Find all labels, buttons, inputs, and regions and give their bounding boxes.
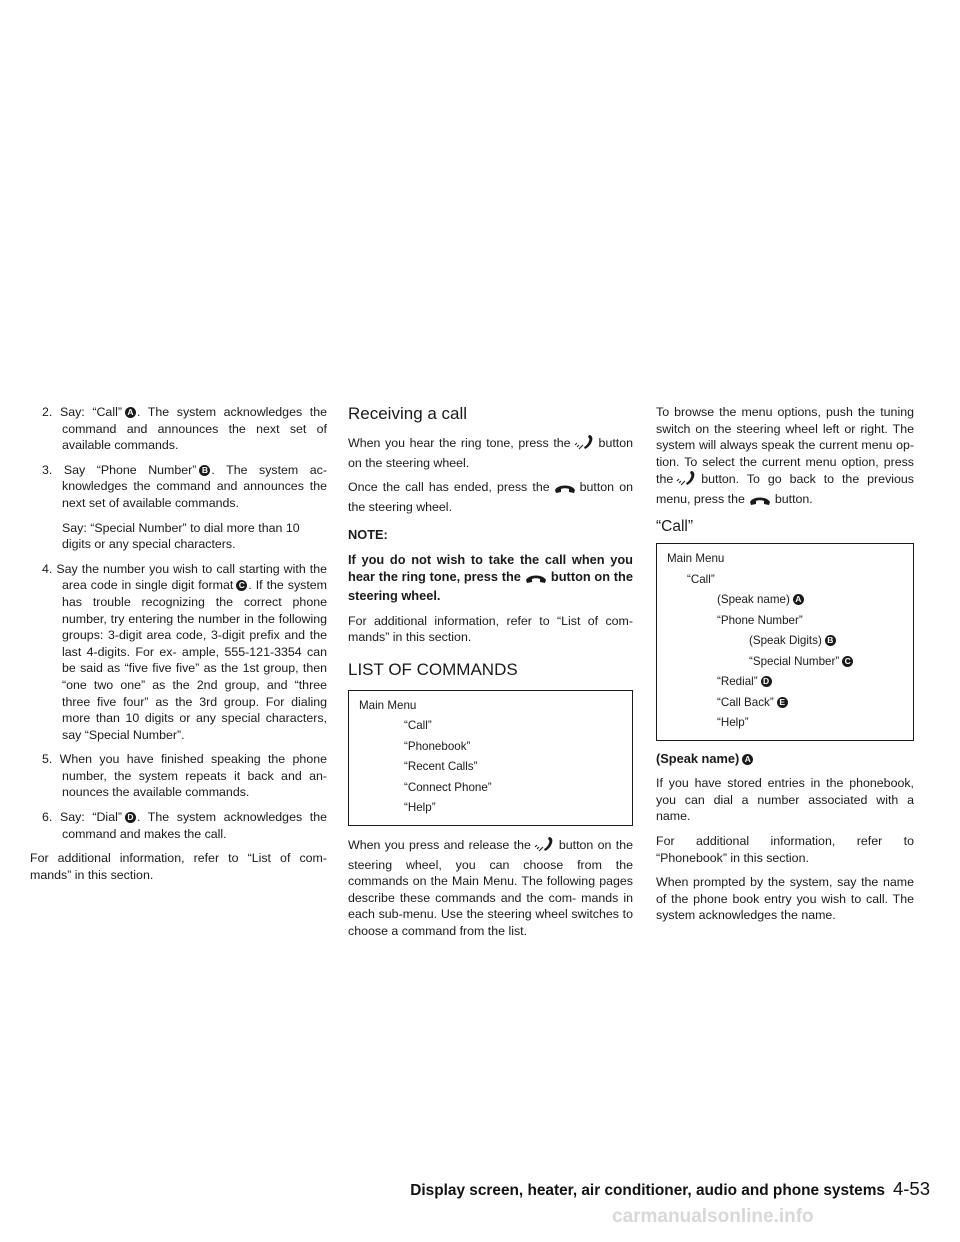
marker-a: A	[742, 754, 753, 765]
watermark: carmanualsonline.info	[612, 1206, 814, 1227]
receiving-p1: When you hear the ring tone, press the button on the steering wheel.	[348, 436, 633, 470]
menu-item-main: Main Menu	[359, 698, 417, 712]
step-4: 4. Say the number you wish to call starting with the area code in single digit format C . If the system has trouble recognizing the correct phone number, try entering the number in the following groups: 3-digit area code, 3-digit prefix and the last 4-digits. For ex- ample, 555-121-3354 can be said as “five five five” as the 1st group, then “one two one” as the 2nd group, and “three three five four” as the 3rd group. For dialing more than 10 digits or any special characters, say “Special Number”.	[42, 561, 327, 742]
menu-item-help: “Help”	[717, 716, 749, 730]
menu-item-help: “Help”	[404, 801, 436, 815]
marker-d: D	[761, 676, 772, 687]
step-6: 6. Say: “Dial” D . The system acknowledges the command and makes the call.	[42, 810, 327, 841]
list-of-commands-heading: LIST OF COMMANDS	[348, 659, 518, 679]
note-label: NOTE:	[348, 527, 388, 543]
page-footer	[410, 1178, 930, 1200]
column-2	[348, 404, 633, 948]
column-1	[30, 404, 327, 891]
section-title: Display screen, heater, air conditioner, audio and phone systems	[410, 1182, 885, 1199]
menu-item-speak-digits: (Speak Digits) B	[667, 631, 905, 652]
marker-b: B	[199, 465, 210, 476]
speak-name-p2: For additional information, refer to “Phonebook” in this section.	[656, 834, 914, 865]
step-5: 5. When you have finished speaking the phone number, the system repeats it back and an- nounces the available commands.	[42, 752, 327, 800]
menu-item-main: Main Menu	[667, 552, 725, 566]
marker-c: C	[842, 656, 853, 667]
main-menu-box	[348, 690, 633, 826]
phone-hangup-icon	[524, 572, 548, 589]
phone-talk-icon	[676, 470, 698, 491]
column-3	[656, 404, 914, 932]
menu-item-call: “Call”	[687, 572, 715, 586]
marker-e: E	[777, 697, 788, 708]
receiving-call-heading: Receiving a call	[348, 404, 468, 423]
menu-item-special-number: “Special Number” C	[667, 652, 905, 673]
speak-name-p1: If you have stored entries in the phonebook, you can dial a number associated with a name.	[656, 776, 914, 824]
speak-name-heading: (Speak name) A	[656, 751, 914, 768]
menu-item-speak-name: (Speak name) A	[667, 590, 905, 611]
call-menu-box	[656, 543, 914, 741]
phone-hangup-icon	[553, 482, 577, 499]
page-number: 4-53	[892, 1178, 930, 1199]
receiving-p3: For additional information, refer to “List of com- mands” in this section.	[348, 613, 633, 645]
marker-c: C	[236, 580, 247, 591]
menu-item-redial: “Redial” D	[667, 672, 905, 693]
closing-paragraph: For additional information, refer to “List of com- mands” in this section.	[30, 851, 327, 882]
menu-item-phone-number: “Phone Number”	[717, 613, 803, 627]
list-paragraph: When you press and release the button on the steering wheel, you can choose from the commands on the Main Menu. The following pages describe these commands and the com- mands in each sub-menu. Use the steering wheel switches to choose a command from the list.	[348, 837, 633, 938]
phone-talk-icon	[574, 434, 596, 455]
note-text: If you do not wish to take the call when you hear the ring tone, press the button on the steering wheel.	[348, 551, 633, 604]
speak-name-p3: When prompted by the system, say the name of the phone book entry you wish to call. The system acknowledges the name.	[656, 875, 914, 923]
menu-item-connect-phone: “Connect Phone”	[404, 780, 492, 794]
browse-paragraph: To browse the menu options, push the tuning switch on the steering wheel left or right. The system will always speak the current menu op- tion. To select the current menu option, press the button. To go back to the previous menu, press the button.	[656, 404, 914, 511]
menu-item-call: “Call”	[404, 719, 432, 733]
menu-item-call-back: “Call Back” E	[667, 693, 905, 714]
receiving-p2: Once the call has ended, press the button on the steering wheel.	[348, 480, 633, 514]
marker-b: B	[825, 635, 836, 646]
step-2: 2. Say: “Call” A . The system acknowledges the command and announces the next set of available commands.	[42, 405, 327, 453]
phone-hangup-icon	[748, 494, 772, 511]
phone-talk-icon	[534, 836, 556, 857]
step-3: 3. Say “Phone Number” B . The system ac- knowledges the command and announces the next set of available commands.	[42, 462, 327, 510]
marker-a: A	[125, 407, 136, 418]
menu-item-recent-calls: “Recent Calls”	[404, 760, 478, 774]
call-heading: “Call”	[656, 517, 694, 535]
marker-a: A	[793, 594, 804, 605]
step-3-note: Say: “Special Number” to dial more than 10 digits or any special characters.	[62, 520, 300, 552]
menu-item-phonebook: “Phonebook”	[404, 739, 471, 753]
marker-d: D	[125, 812, 136, 823]
